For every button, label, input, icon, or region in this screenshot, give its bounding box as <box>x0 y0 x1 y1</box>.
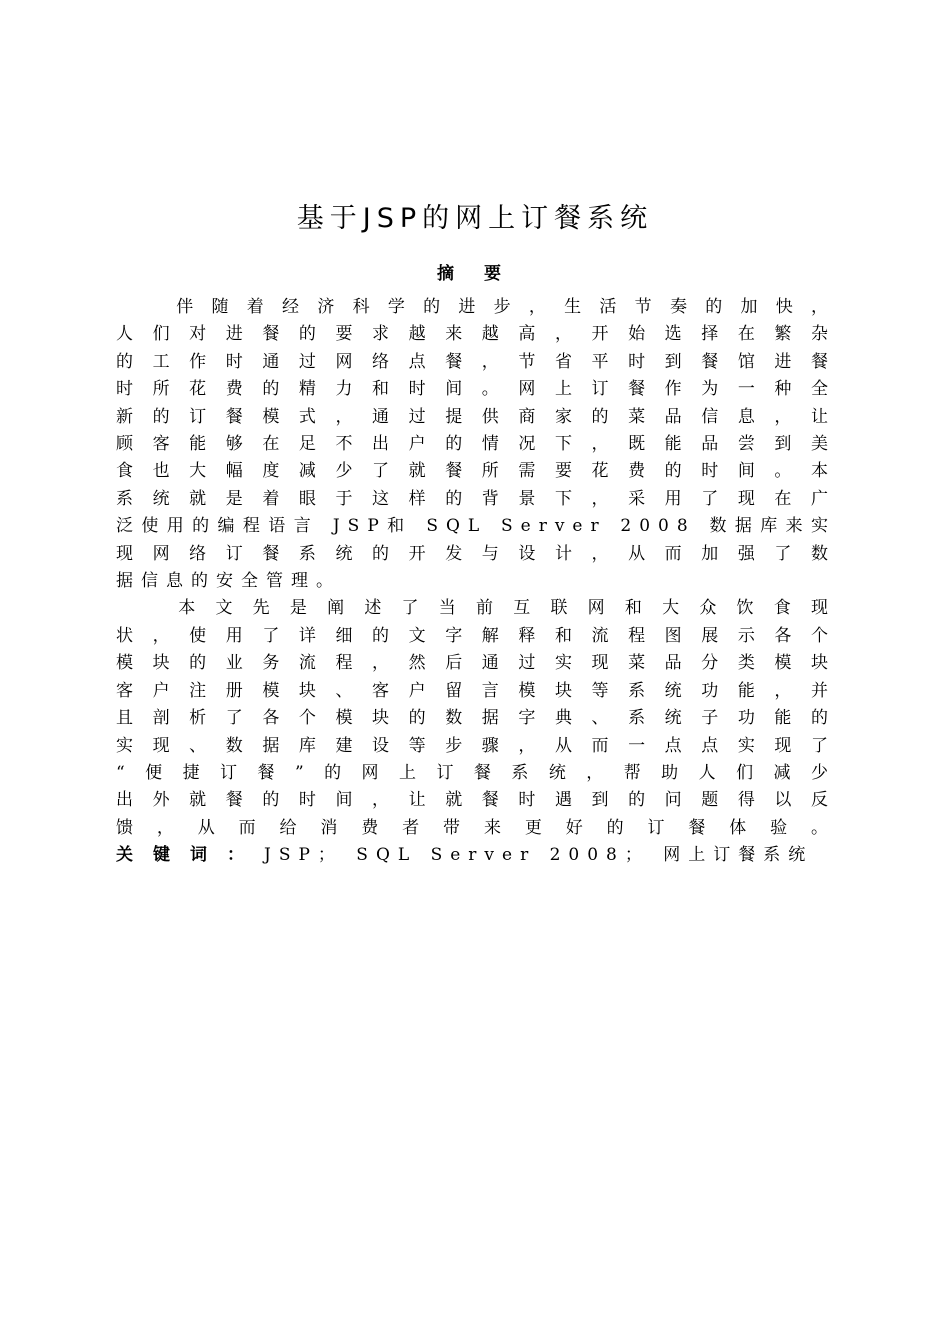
abstract-heading: 摘 要 <box>437 264 513 284</box>
text-line: 状，使用了详细的文字解释和流程图展示各个 <box>116 625 836 646</box>
text-line: 食也大幅度减少了就餐所需要花费的时间。本 <box>116 461 836 482</box>
text-line: 据信息的安全管理。 <box>116 571 341 592</box>
text-line: 模块的业务流程，然后通过实现菜品分类模块 <box>116 653 836 674</box>
document-title: 基于JSP的网上订餐系统 <box>296 203 654 234</box>
text-line: 人们对进餐的要求越来越高，开始选择在繁杂 <box>116 324 836 345</box>
text-line <box>116 595 836 622</box>
text-line: 的工作时通过网络点餐，节省平时到餐馆进餐 <box>116 351 836 372</box>
text-line: 时所花费的精力和时间。网上订餐作为一种全 <box>116 379 836 400</box>
text-line: 馈，从而给消费者带来更好的订餐体验。 <box>116 817 836 838</box>
abstract-body <box>116 294 836 870</box>
abstract-paragraph-2 <box>116 595 836 842</box>
text-line: 系统就是着眼于这样的背景下，采用了现在广 <box>116 488 836 509</box>
text-line: 顾客能够在足不出户的情况下，既能品尝到美 <box>116 434 836 455</box>
text-line: 出外就餐的时间，让就餐时遇到的问题得以反 <box>116 790 836 811</box>
text-line: 泛使用的编程语言 JSP和 SQL Server 2008 数据库来实 <box>116 516 836 537</box>
text-line-content: 伴随着经济科学的进步，生活节奏的加快， <box>166 297 836 317</box>
text-line: 实现、数据库建设等步骤，从而一点点实现了 <box>116 735 836 756</box>
text-line-content: 本文先是阐述了当前互联网和大众饮食现 <box>166 598 836 619</box>
keywords-label: 关键词： <box>116 845 264 866</box>
text-line <box>116 294 836 321</box>
keywords-line <box>116 842 836 869</box>
keywords-value: JSP； SQL Server 2008； 网上订餐系统 <box>264 845 814 866</box>
text-line: 现网络订餐系统的开发与设计，从而加强了数 <box>116 543 836 564</box>
text-line: “便捷订餐”的网上订餐系统，帮助人们减少 <box>116 762 836 783</box>
text-line: 客户注册模块、客户留言模块等系统功能，并 <box>116 680 836 701</box>
text-line: 且剖析了各个模块的数据字典、系统子功能的 <box>116 708 836 729</box>
abstract-paragraph-1 <box>116 294 836 595</box>
text-line: 新的订餐模式，通过提供商家的菜品信息，让 <box>116 406 836 427</box>
